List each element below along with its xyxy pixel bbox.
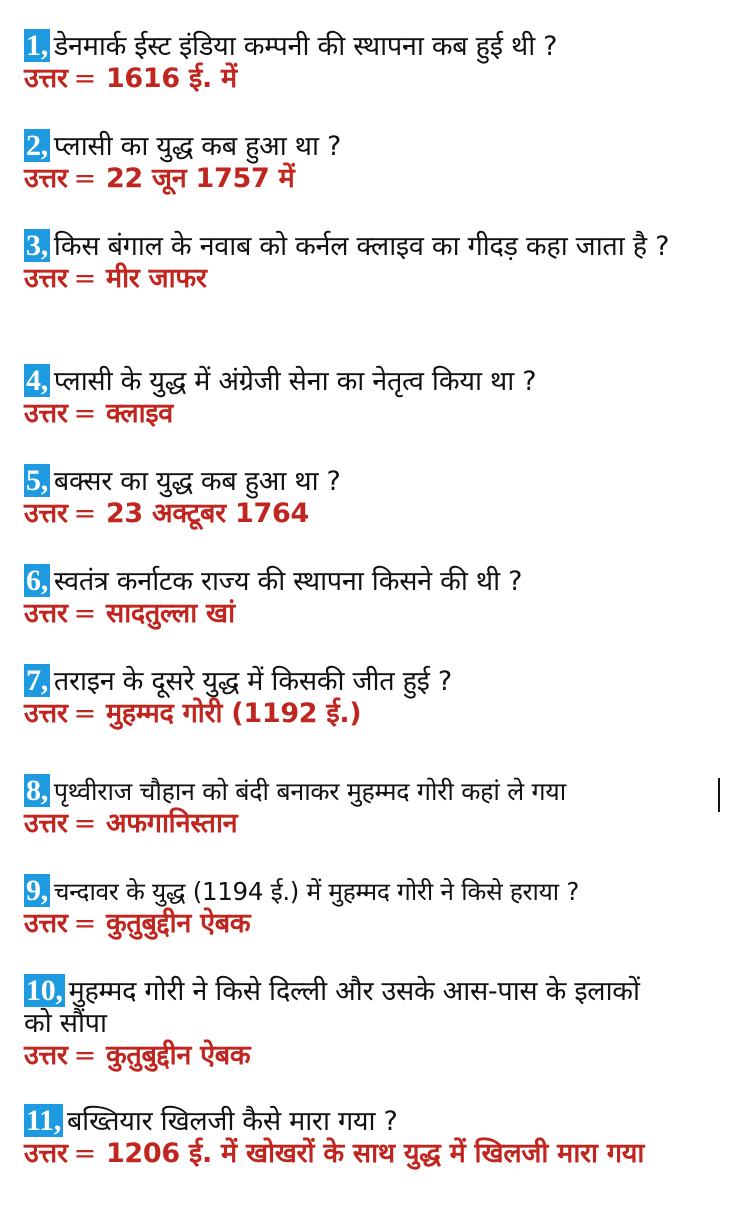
answer-5 — [24, 498, 724, 530]
answer-text: सादतुल्ला खां — [105, 598, 235, 629]
qa-item-1 — [24, 30, 724, 95]
question-3 — [24, 230, 684, 263]
question-text: मुहम्मद गोरी ने किसे दिल्ली और उसके आस-पास के इलाकों को सौंपा — [24, 976, 640, 1039]
equals-sign: = — [73, 263, 96, 294]
question-number: 11, — [26, 1104, 61, 1137]
equals-sign: = — [73, 1138, 96, 1169]
question-9 — [24, 875, 729, 908]
question-text: पृथ्वीराज चौहान को बंदी बनाकर मुहम्मद गोरी कहां ले गया — [53, 777, 566, 806]
question-number: 7, — [26, 664, 48, 697]
question-text: बक्सर का युद्ध कब हुआ था ? — [53, 466, 341, 497]
answer-label: उत्तर — [24, 598, 68, 629]
question-11 — [24, 1105, 724, 1138]
answer-label: उत्तर — [24, 263, 68, 294]
qa-item-2 — [24, 130, 724, 195]
answer-text: 23 अक्टूबर 1764 — [105, 498, 309, 529]
equals-sign: = — [73, 1040, 96, 1071]
question-text: बख्तियार खिलजी कैसे मारा गया ? — [66, 1106, 398, 1137]
answer-text: मीर जाफर — [105, 263, 207, 294]
equals-sign: = — [73, 498, 96, 529]
question-8 — [24, 775, 724, 808]
answer-label: उत्तर — [24, 908, 68, 939]
question-number: 5, — [26, 464, 48, 497]
qa-item-11 — [24, 1105, 724, 1170]
qa-item-4 — [24, 365, 724, 430]
question-text: चन्दावर के युद्ध (1194 ई.) में मुहम्मद गोरी ने किसे हराया ? — [53, 877, 580, 906]
answer-text: क्लाइव — [105, 398, 174, 429]
answer-text: 1616 ई. में — [105, 63, 237, 94]
answer-1 — [24, 63, 724, 95]
answer-6 — [24, 598, 724, 630]
equals-sign: = — [73, 163, 96, 194]
question-6 — [24, 565, 724, 598]
question-number: 1, — [26, 29, 48, 62]
question-5 — [24, 465, 724, 498]
text-cursor-bar — [718, 778, 720, 812]
answer-label: उत्तर — [24, 498, 68, 529]
answer-text: कुतुबुद्दीन ऐबक — [105, 908, 251, 939]
equals-sign: = — [73, 598, 96, 629]
answer-10 — [24, 1040, 674, 1072]
qa-item-3 — [24, 230, 684, 295]
question-text: तराइन के दूसरे युद्ध में किसकी जीत हुई ? — [53, 666, 452, 697]
answer-label: उत्तर — [24, 163, 68, 194]
answer-8 — [24, 808, 724, 840]
question-number: 10, — [26, 974, 63, 1007]
question-number: 4, — [26, 364, 48, 397]
answer-11 — [24, 1138, 724, 1170]
qa-item-5 — [24, 465, 724, 530]
answer-9 — [24, 908, 729, 940]
question-text: प्लासी का युद्ध कब हुआ था ? — [53, 131, 341, 162]
answer-text: 1206 ई. में खोखरों के साथ युद्ध में खिलजी मारा गया — [105, 1138, 645, 1169]
question-text: प्लासी के युद्ध में अंग्रेजी सेना का नेतृत्व किया था ? — [53, 366, 537, 397]
question-number: 3, — [26, 229, 48, 262]
answer-label: उत्तर — [24, 1040, 68, 1071]
answer-2 — [24, 163, 724, 195]
equals-sign: = — [73, 398, 96, 429]
question-number: 9, — [26, 874, 48, 907]
answer-label: उत्तर — [24, 698, 68, 729]
answer-text: 22 जून 1757 में — [105, 163, 295, 194]
qa-item-10 — [24, 975, 674, 1072]
answer-7 — [24, 698, 724, 730]
answer-3 — [24, 263, 684, 295]
question-4 — [24, 365, 724, 398]
question-text: किस बंगाल के नवाब को कर्नल क्लाइव का गीदड़ कहा जाता है ? — [53, 231, 670, 262]
equals-sign: = — [73, 698, 96, 729]
answer-4 — [24, 398, 724, 430]
qa-item-8 — [24, 775, 724, 840]
equals-sign: = — [73, 908, 96, 939]
question-10 — [24, 975, 674, 1040]
qa-item-6 — [24, 565, 724, 630]
answer-label: उत्तर — [24, 398, 68, 429]
question-2 — [24, 130, 724, 163]
question-text: स्वतंत्र कर्नाटक राज्य की स्थापना किसने की थी ? — [53, 566, 523, 597]
question-1 — [24, 30, 724, 63]
question-number: 2, — [26, 129, 48, 162]
question-text: डेनमार्क ईस्ट इंडिया कम्पनी की स्थापना कब हुई थी ? — [53, 31, 558, 62]
answer-label: उत्तर — [24, 63, 68, 94]
qa-item-7 — [24, 665, 724, 730]
answer-text: मुहम्मद गोरी (1192 ई.) — [105, 698, 362, 729]
equals-sign: = — [73, 808, 96, 839]
answer-label: उत्तर — [24, 1138, 68, 1169]
answer-label: उत्तर — [24, 808, 68, 839]
question-number: 8, — [26, 774, 48, 807]
answer-text: अफगानिस्तान — [105, 808, 238, 839]
answer-text: कुतुबुद्दीन ऐबक — [105, 1040, 251, 1071]
equals-sign: = — [73, 63, 96, 94]
qa-item-9 — [24, 875, 729, 940]
question-number: 6, — [26, 564, 48, 597]
question-7 — [24, 665, 724, 698]
